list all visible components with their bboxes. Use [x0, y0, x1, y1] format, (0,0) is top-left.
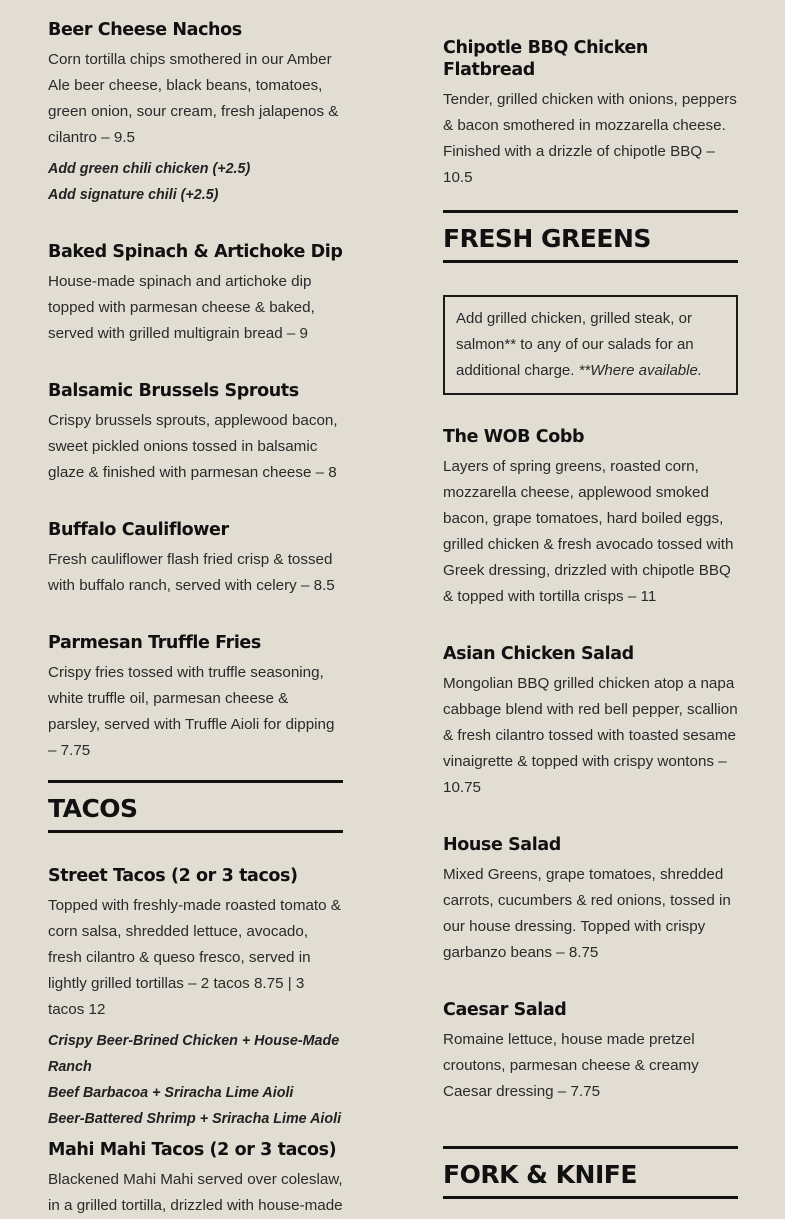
item-description: Crispy brussels sprouts, applewood bacon, sweet pickled onions tossed in balsamic glaze & finished with parmesan cheese – 8 [48, 412, 338, 481]
taco-option: Beef Barbacoa + Sriracha Lime Aioli [48, 1085, 294, 1101]
item-title: Mahi Mahi Tacos (2 or 3 tacos) [48, 1140, 337, 1160]
item-description: Blackened Mahi Mahi served over coleslaw, in a grilled tortilla, drizzled with house-made [48, 1171, 343, 1214]
menu-item-mahi-mahi-tacos [48, 1139, 343, 1219]
item-title: Beer Cheese Nachos [48, 20, 242, 40]
item-description: Romaine lettuce, house made pretzel croutons, parmesan cheese & creamy Caesar dressing – 7.75 [443, 1031, 699, 1100]
addon-option: Add green chili chicken (+2.5) [48, 161, 251, 177]
item-description: Topped with freshly-made roasted tomato & corn salsa, shredded lettuce, avocado, fresh cilantro & queso fresco, served in lightly grilled tortillas – 2 tacos 8.75 | 3 tacos 12 [48, 897, 341, 1018]
menu-item-buffalo-cauliflower [48, 519, 343, 599]
item-title: Parmesan Truffle Fries [48, 633, 261, 653]
menu-item-asian-chicken-salad [443, 643, 738, 801]
item-title: Balsamic Brussels Sprouts [48, 381, 299, 401]
addon-option: Add signature chili (+2.5) [48, 187, 219, 203]
item-description: House-made spinach and artichoke dip topped with parmesan cheese & baked, served with grilled multigrain bread – 9 [48, 273, 315, 342]
menu-item-wob-cobb [443, 426, 738, 610]
item-title: Buffalo Cauliflower [48, 520, 229, 540]
item-description: Tender, grilled chicken with onions, peppers & bacon smothered in mozzarella cheese. Finished with a drizzle of chipotle BBQ – 10.5 [443, 91, 737, 186]
item-title: Caesar Salad [443, 1000, 567, 1020]
taco-option-list [48, 1028, 343, 1132]
item-title: Baked Spinach & Artichoke Dip [48, 242, 343, 262]
item-description: Mongolian BBQ grilled chicken atop a napa cabbage blend with red bell pepper, scallion & fresh cilantro tossed with toasted sesame vinaigrette & topped with crispy wontons – 10.75 [443, 675, 738, 796]
note-italic: **Where available. [578, 362, 702, 379]
menu-item-street-tacos [48, 865, 343, 1132]
item-description: Mixed Greens, grape tomatoes, shredded carrots, cucumbers & red onions, tossed in our house dressing. Topped with crispy garbanzo beans – 8.75 [443, 866, 731, 961]
addon-list [48, 156, 343, 208]
salad-protein-note [443, 295, 738, 395]
note-text: Add grilled chicken, grilled steak, or salmon** to any of our salads for an additional charge. [456, 310, 694, 379]
item-title: Chipotle BBQ Chicken Flatbread [443, 38, 648, 80]
item-description: Fresh cauliflower flash fried crisp & tossed with buffalo ranch, served with celery – 8.5 [48, 551, 335, 594]
menu-item-truffle-fries [48, 632, 343, 764]
section-header-fresh-greens [443, 210, 738, 263]
section-title: TACOS [48, 794, 138, 823]
item-title: Asian Chicken Salad [443, 644, 634, 664]
menu-item-beer-cheese-nachos [48, 19, 343, 208]
menu-item-brussels-sprouts [48, 380, 343, 486]
item-title: Street Tacos (2 or 3 tacos) [48, 866, 298, 886]
left-column [48, 0, 343, 1214]
section-title: FRESH GREENS [443, 224, 651, 253]
right-column [443, 0, 738, 1210]
item-description: Corn tortilla chips smothered in our Amber Ale beer cheese, black beans, tomatoes, green onion, sour cream, fresh jalapenos & cilantro – 9.5 [48, 51, 339, 146]
menu-item-caesar-salad [443, 999, 738, 1105]
item-title: House Salad [443, 835, 561, 855]
section-header-tacos [48, 780, 343, 833]
taco-option: Crispy Beer-Brined Chicken + House-Made Ranch [48, 1033, 340, 1075]
item-description: Crispy fries tossed with truffle seasoning, white truffle oil, parmesan cheese & parsley, served with Truffle Aioli for dipping – 7.75 [48, 664, 335, 759]
taco-option: Beer-Battered Shrimp + Sriracha Lime Aioli [48, 1111, 342, 1127]
menu-item-spinach-artichoke-dip [48, 241, 343, 347]
menu-item-house-salad [443, 834, 738, 966]
item-description: Layers of spring greens, roasted corn, mozzarella cheese, applewood smoked bacon, grape tomatoes, hard boiled eggs, grilled chicken & fresh avocado tossed with Greek dressing, drizzled with chipotle BBQ & topped with tortilla crisps – 11 [443, 458, 734, 605]
menu-item-bbq-flatbread [443, 37, 738, 191]
section-header-fork-knife [443, 1146, 738, 1199]
item-title: The WOB Cobb [443, 427, 585, 447]
section-title: FORK & KNIFE [443, 1160, 637, 1189]
